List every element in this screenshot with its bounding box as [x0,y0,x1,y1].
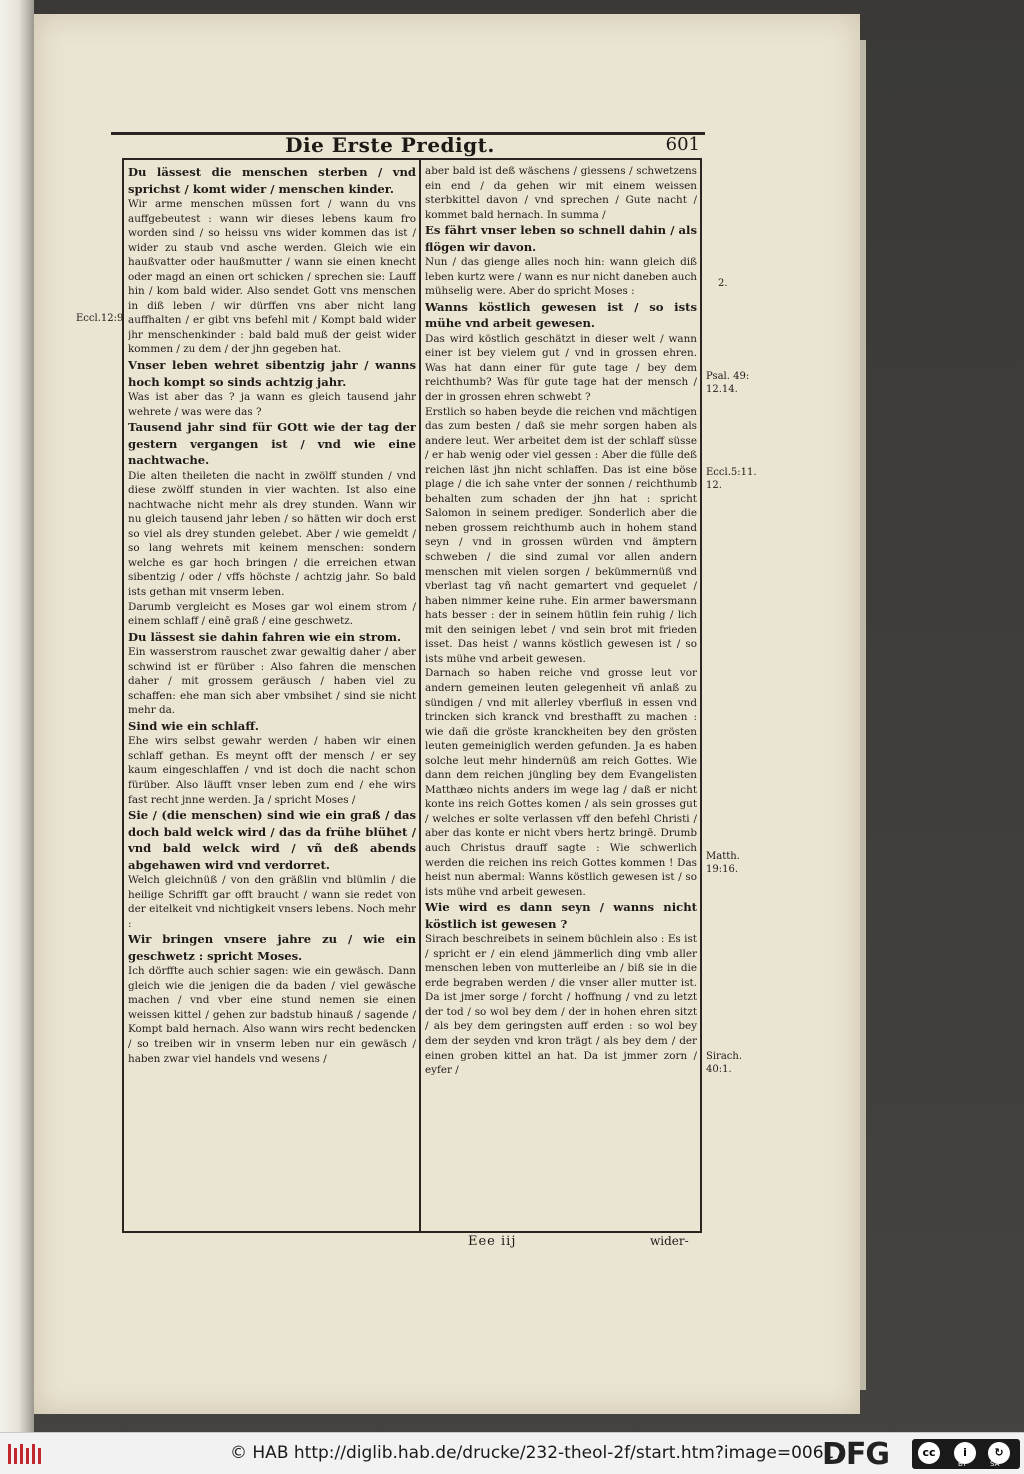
paragraph: Erstlich so haben beyde die reichen vnd mächtigen das zum besten / daß sie mehr sorgen haben als andere leut. Wer arbeitet dem ist der schlaff süsse / er hab wenig oder viel gessen : Aber die fülle deß reichen läst jhn nicht schlaffen. Das ist eine böse plage / die ich sahe vnter der sonnen / reichthumb behalten zum schaden der jhn hat : spricht Salomon in seinem prediger. Sonderlich aber die neben grossem reichthumb auch in hohem stand seyn / vnd in grossen würden vnd ämptern schweben / die sind zumal vor allen andern menschen mit vielen sorgen / bekümmernüß vnd vberlast tag vñ nacht gemartert vnd gequelet / haben nimmer keine ruhe. Ein armer bawersmann hats besser : der in seinem hütlin fein ruhig / lich mit den seinigen lebet / vnd sein brot mit frieden isset. Das heist / wanns köstlich gewesen ist / so ists mühe vnd arbeit gewesen. [425,405,697,665]
margin-note-2: 2. [718,278,728,289]
paragraph: Was ist aber das ? ja wann es gleich tausend jahr wehrete / was were das ? [128,391,416,418]
paragraph: Tausend jahr sind für GOtt wie der tag der gestern vergangen ist / vnd wie eine nachtwache. [128,420,416,468]
paragraph: Ehe wirs selbst gewahr werden / haben wir einen schlaff gethan. Es meynt offt der mensch / er sey kaum eingeschlaffen / vnd ist doch die nacht schon fürüber. Also läufft vnser leben zum end / ehe wirs fast recht jnne werden. Ja / spricht Moses / [128,735,416,806]
paragraph: Das wird köstlich geschätzt in dieser welt / wann einer ist bey vielem gut / vnd in grossen ehren. Was hat dann einer für gute tage / bey dem reichthumb? Was für gute tage hat der mensch / der in grossen ehren schwebt ? [425,332,697,404]
cc-by-label: BY [958,1460,967,1468]
paragraph: Sind wie ein schlaff. [128,718,259,733]
cc-icon: cc [918,1442,940,1464]
margin-note-sirach: Sirach. 40:1. [706,1051,743,1075]
paragraph: Darumb vergleicht es Moses gar wol einem strom / einem schlaff / einē graß / eine geschwetz. [128,600,416,628]
text-column-right [425,164,697,1228]
library-logo-icon [6,1440,46,1468]
text-column-left [128,164,416,1228]
share-alike-icon: ↻ [988,1442,1010,1464]
paragraph: Es fährt vnser leben so schnell dahin / als flögen wir davon. [425,223,697,254]
margin-note-eccl-5: Eccl.5:11. 12. [706,467,757,491]
paragraph: Welch gleichnüß / von den gräßlin vnd blümlin / die heilige Schrifft gar offt braucht / wann sie redet von der eitelkeit vnd nichtigkeit vnsers lebens. Noch mehr : [128,874,416,930]
paragraph: Sie / (die menschen) sind wie ein graß / das doch bald welck wird / das da frühe blühet / vnd bald welck wird / vñ deß abends abgehawen wird vnd verdorret. [128,808,416,872]
frame-bottom-rule [122,1231,702,1233]
paragraph: aber bald ist deß wäschens / giessens / schwetzens ein end / da gehen wir mit einem weissen sterbkittel davon / vnd sprechen / Gute nacht / kommet bald hernach. In summa / [425,165,697,221]
margin-note-psalm: Psal. 49: 12.14. [706,371,750,395]
paragraph: Darnach so haben reiche vnd grosse leut vor andern gemeinen leuten gelegenheit vñ anlaß zu sündigen / vnd mit allerley vberfluß in essen vnd trincken sich kranck vnd bresthafft zu machen : wie dañ die gröste kranckheiten bey den grösten leuten gemeiniglich werden gefunden. Ja es haben solche leut mehr hindernüß am reich Gottes. Wie dann dem reichen jüngling bey dem Evangelisten Matthæo nichts anders im wege lag / daß er nicht konte ins reich Gottes komen / als sein grosses gut / welches er solte verlassen vff den befehl Christi / aber das konte er nicht vbers hertz bringē. Drumb auch Christus drauff sagte : Wie schwerlich werden die reichen ins reich Gottes kommen ! Das heist nun abermal: Wanns köstlich gewesen ist / so ists mühe vnd arbeit gewesen. [425,667,697,898]
dfg-logo[interactable]: DFG [822,1437,890,1472]
paragraph: Wie wird es dann seyn / wanns nicht köstlich ist gewesen ? [425,900,697,931]
paragraph: Wanns köstlich gewesen ist / so ists mühe vnd arbeit gewesen. [425,299,697,331]
paragraph: Nun / das gienge alles noch hin: wann gleich diß leben kurtz were / wann es nur nicht daneben auch mühselig were. Aber do spricht Moses : [425,256,697,298]
frame-top-rule [122,158,702,160]
attribution-icon: i [954,1442,976,1464]
cc-license-badge[interactable] [912,1439,1020,1469]
paragraph: Die alten theileten die nacht in zwölff stunden / vnd diese zwölff stunden in vier wachten. Ist also eine nachtwache nicht mehr als drey stunden. Wann wir nu gleich tausend jahr leben / so hätten wir doch erst so viel als drey stunden gelebet. Aber / wie gemeldt / so lang wehrets mit keinem menschen: sondern welche es gar hoch bringen / die erreichen etwan sibentzig / oder / vffs höchste / achtzig jahr. So bald ists gethan mit vnserm leben. [128,469,416,598]
running-title: Die Erste Predigt. [285,133,495,157]
catchword: wider- [650,1234,689,1248]
paragraph: Wir arme menschen müssen fort / wann du vns auffgebeutest : wann wir dieses lebens kaum fro worden sind / so heissu vns wider kommen das ist / wider zu staub vnd asche werden. Gleich wie ein haußvatter oder haußmutter / wann sie einen knecht oder magd an einen ort schicken / sprechen sie: Lauff hin / kom bald wider. Also sendet Gott vns menschen in diß leben / wir dürffen vns aber nicht lang auffhalten / er gibt vns befehl mit / Kompt bald wider jhr menschenkinder : bald bald muß der geist wider kommen / zu dem / der jhn gegeben hat. [128,198,416,356]
margin-note-matthew: Matth. 19:16. [706,851,740,875]
book-spine [0,0,34,1432]
folio-number: 601 [665,134,700,155]
paragraph: Du lässest die menschen sterben / vnd sprichst / komt wider / menschen kinder. [128,165,416,196]
signature-mark: Eee iij [468,1234,517,1249]
paragraph: Ich dörffte auch schier sagen: wie ein gewäsch. Dann gleich wie die jenigen die da baden / viel gewäsche machen / vnd vber eine stund nemen sie einen weissen kittel / gehen zur badstub hinauß / sagende / Kompt bald hernach. Also wann wirs recht bedencken / so treiben wir in vnserm leben nur ein gewäsch / haben zwar viel handels vnd wesens / [128,965,416,1065]
footer-bar [0,1432,1024,1474]
cc-sa-label: SA [990,1460,1000,1468]
page-edge [860,40,866,1390]
copyright-link[interactable]: © HAB http://diglib.hab.de/drucke/232-theol-2f/start.htm?image=00617 [230,1443,846,1463]
paragraph: Ein wasserstrom rauschet zwar gewaltig daher / aber schwind ist er fürüber : Also fahren die menschen daher / mit grossem geräusch / haben viel zu schaffen: ehe man sich aber vmbsihet / sind sie nicht mehr da. [128,646,416,717]
paragraph: Wir bringen vnsere jahre zu / wie ein geschwetz : spricht Moses. [128,932,416,963]
margin-note-eccl-12: Eccl.12:9 [76,313,124,324]
paragraph: Vnser leben wehret sibentzig jahr / wanns hoch kompt so sinds achtzig jahr. [128,358,416,389]
paragraph: Du lässest sie dahin fahren wie ein strom. [128,629,401,644]
frame-right-rule [700,158,702,1233]
column-divider [419,158,421,1233]
paragraph: Sirach beschreibets in seinem büchlein also : Es ist / spricht er / ein elend jämmerlich ding vmb aller menschen leben von mutterleibe an / biß sie in die erde begraben werden / die vnser aller mutter ist. Da ist jmer sorge / forcht / hoffnung / vnd zu letzt der tod / so wol bey dem / der in hohen ehren sitzt / als bey dem geringsten auff erden : so wol bey dem der seyden vnd kron trägt / als bey dem / der einen groben kittel an hat. Da ist jmmer zorn / eyfer / [425,933,697,1077]
